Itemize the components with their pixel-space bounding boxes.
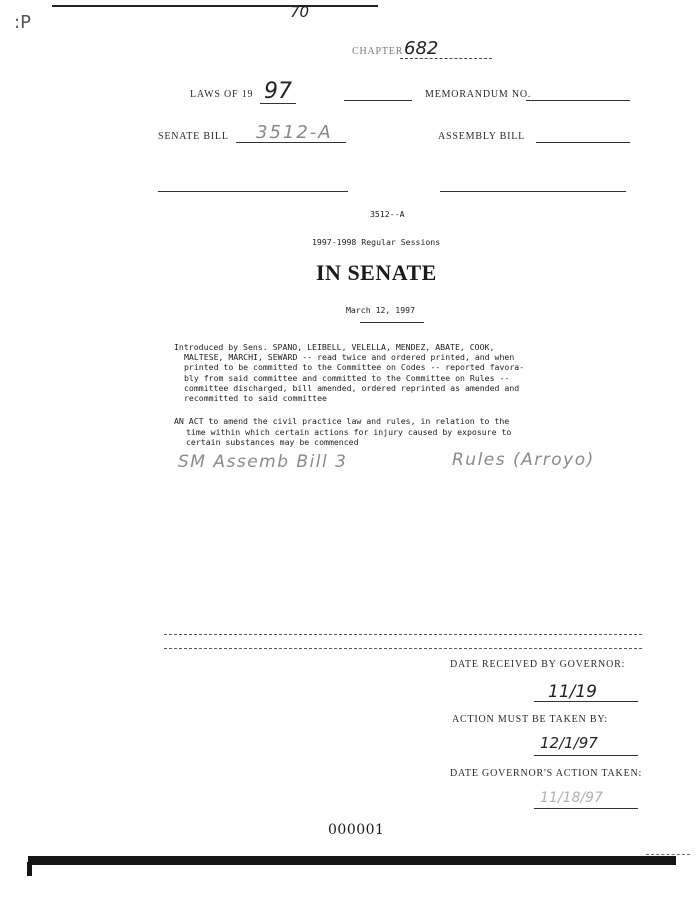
corner-mark: :P xyxy=(14,12,31,33)
chapter-rule xyxy=(400,58,492,59)
act-paragraph xyxy=(174,416,606,448)
session: 1997-1998 Regular Sessions xyxy=(312,237,441,247)
senate-bill-label: SENATE BILL xyxy=(158,131,229,142)
memo-label: MEMORANDUM NO. xyxy=(425,89,532,100)
introduced-line: Introduced by Sens. SPANO, LEIBELL, VELELLA, MENDEZ, ABATE, COOK, xyxy=(174,342,495,352)
laws-rule xyxy=(260,103,296,104)
action-taken-rule xyxy=(534,808,638,809)
assembly-bill-label: ASSEMBLY BILL xyxy=(438,131,526,142)
act-line: certain substances may be commenced xyxy=(186,437,359,447)
chapter-label: CHAPTER xyxy=(352,46,404,57)
act-line: AN ACT to amend the civil practice law and rules, in relation to the xyxy=(174,416,510,426)
action-taken-label: DATE GOVERNOR'S ACTION TAKEN: xyxy=(450,768,643,779)
act-line: time within which certain actions for injury caused by exposure to xyxy=(186,426,512,437)
date-received-rule xyxy=(534,701,638,702)
laws-year: 97 xyxy=(264,79,292,104)
senate-bill-value: 3512-A xyxy=(256,122,333,143)
memo-rule xyxy=(526,100,630,101)
blank-rule-right xyxy=(440,191,626,192)
introduced-line: bly from said committee and committed to the Committee on Rules -- xyxy=(184,372,510,383)
chamber-title: IN SENATE xyxy=(316,260,437,285)
handwritten-note-right: Rules (Arroyo) xyxy=(452,450,595,470)
bottom-scan-bar xyxy=(28,856,676,865)
blank-rule-left xyxy=(158,191,348,192)
action-by-label: ACTION MUST BE TAKEN BY: xyxy=(452,714,609,725)
introduced-line: printed to be committed to the Committee on Codes -- reported favora- xyxy=(184,362,525,373)
date-received-value: 11/19 xyxy=(548,682,597,702)
chapter-value: 682 xyxy=(404,38,439,59)
handwritten-note-left: SM Assemb Bill 3 xyxy=(178,452,348,472)
bill-date: March 12, 1997 xyxy=(346,305,416,315)
top-number: 70 xyxy=(290,3,310,21)
introduced-line: committee discharged, bill amended, ordered reprinted as amended and xyxy=(184,382,520,393)
date-received-label: DATE RECEIVED BY GOVERNOR: xyxy=(450,659,626,670)
action-by-rule xyxy=(534,755,638,756)
date-rule xyxy=(360,322,424,323)
memo-left-rule xyxy=(344,100,412,101)
action-by-value: 12/1/97 xyxy=(540,734,598,752)
top-rule xyxy=(52,5,378,7)
bottom-scan-bar-left-tick xyxy=(27,862,32,876)
lower-rule-2 xyxy=(164,648,642,649)
senate-bill-rule xyxy=(236,142,346,143)
introduced-paragraph xyxy=(174,342,606,403)
introduced-line: MALTESE, MARCHI, SEWARD -- read twice and ordered printed, and when xyxy=(184,352,515,363)
introduced-line: recommitted to said committee xyxy=(184,393,327,404)
action-taken-value: 11/18/97 xyxy=(540,790,603,806)
lower-rule-1 xyxy=(164,634,642,635)
assembly-bill-rule xyxy=(536,142,630,143)
page-number: 000001 xyxy=(328,822,385,838)
bill-number: 3512--A xyxy=(370,209,405,219)
laws-label: LAWS OF 19 xyxy=(190,89,254,100)
bottom-scan-bar-edge xyxy=(646,854,690,859)
